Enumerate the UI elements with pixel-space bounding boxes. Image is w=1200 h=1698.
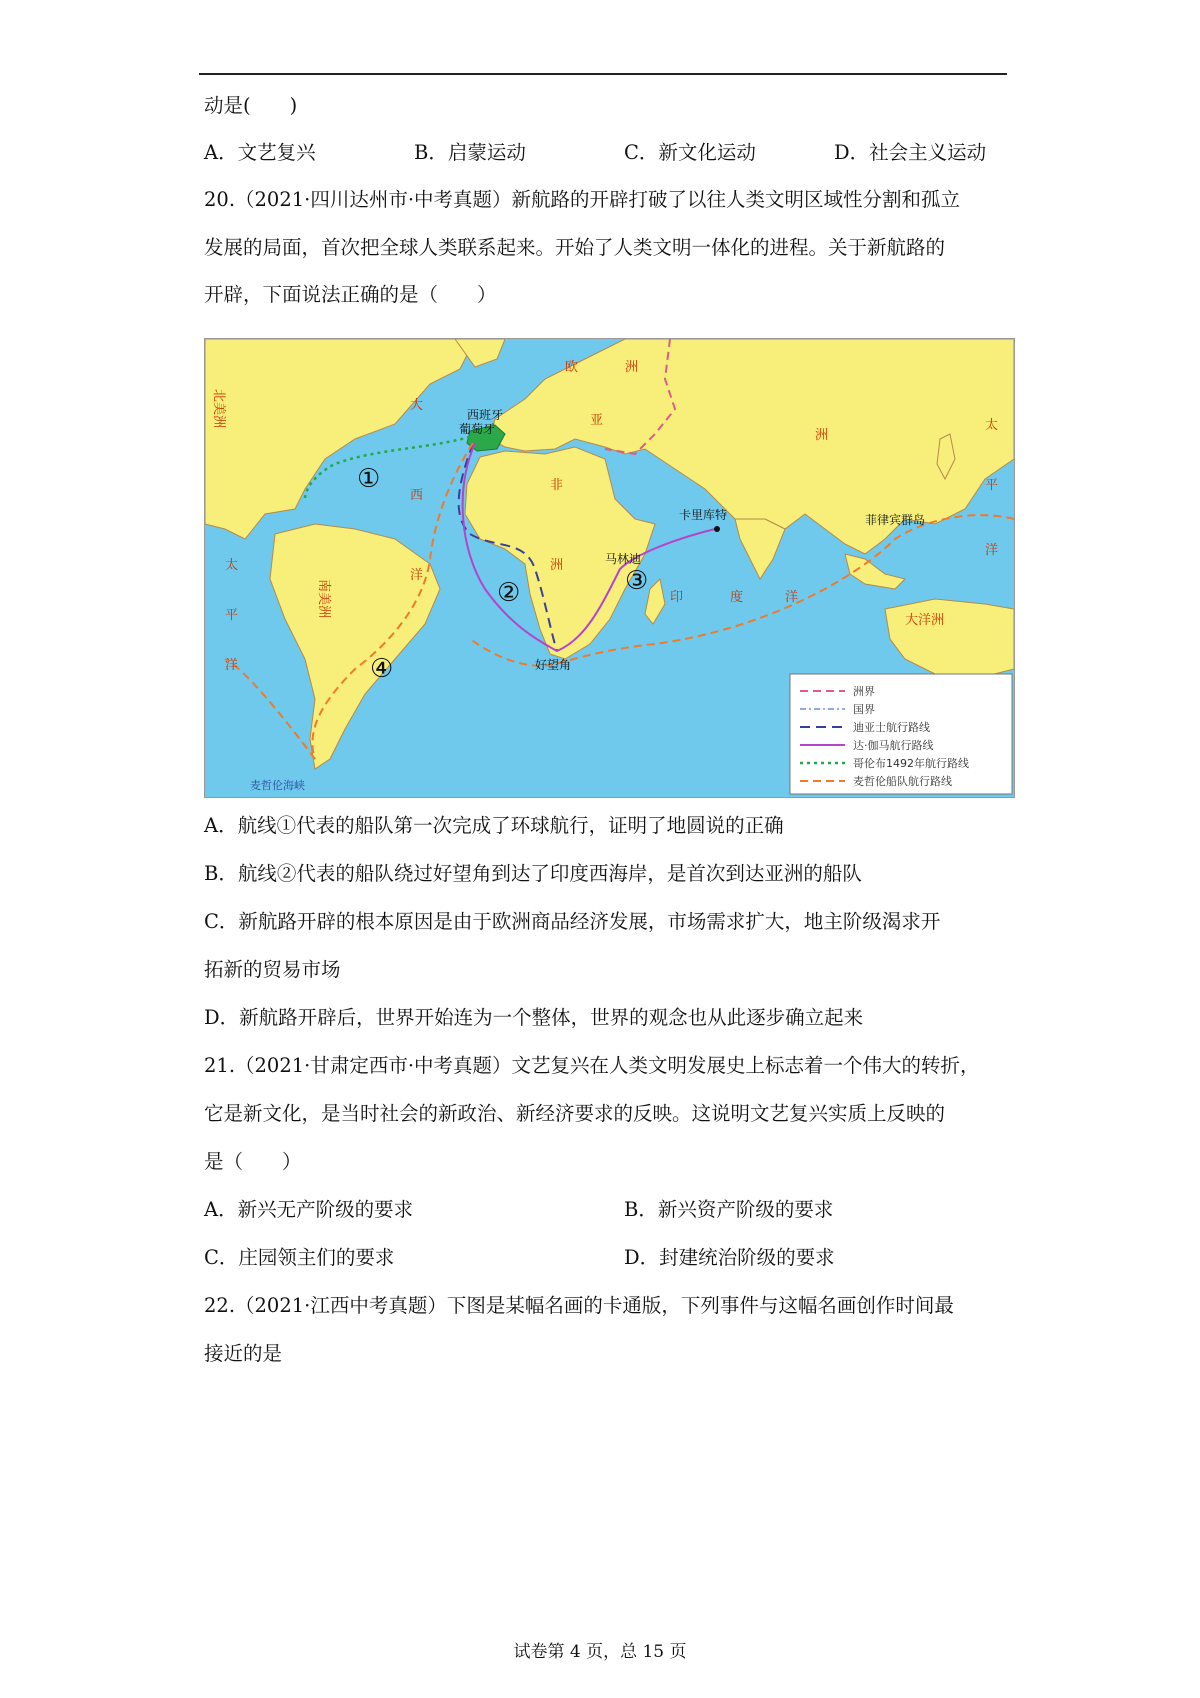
q21-option-d: D．封建统治阶级的要求 <box>624 1246 835 1269</box>
magellan-pacific-line <box>225 659 315 759</box>
route-number-2: ② <box>497 578 521 608</box>
label-atlantic-1: 大 <box>410 398 424 413</box>
q20-option-d: D．新航路开辟后，世界开始连为一个整体，世界的观念也从此逐步确立起来 <box>204 1006 864 1029</box>
q22-line-1: 22.（2021·江西中考真题）下图是某幅名画的卡通版，下列事件与这幅名画创作时间最 <box>204 1294 954 1317</box>
label-indian-2: 度 <box>730 590 744 605</box>
label-south-america: 南美洲 <box>316 579 331 619</box>
legend-columbus: 哥伦布1492年航行路线 <box>853 757 969 770</box>
route-number-4: ④ <box>370 654 394 684</box>
label-philippines: 菲律宾群岛 <box>865 513 926 527</box>
label-europe-1: 欧 <box>565 360 579 375</box>
label-africa-1: 非 <box>550 478 564 493</box>
label-indian-3: 洋 <box>785 590 799 605</box>
label-calicut: 卡里库特 <box>679 508 728 522</box>
q21-option-c: C．庄园领主们的要求 <box>204 1246 395 1269</box>
route-number-1: ① <box>357 464 381 494</box>
q21-line-2: 它是新文化，是当时社会的新政治、新经济要求的反映。这说明文艺复兴实质上反映的 <box>204 1102 946 1125</box>
india-land <box>735 519 785 579</box>
q21-option-b: B．新兴资产阶级的要求 <box>624 1198 834 1221</box>
north-america-land <box>205 339 475 539</box>
label-pacific-3: 洋 <box>225 658 239 673</box>
label-pacific-2: 平 <box>225 608 239 623</box>
page-footer: 试卷第 4 页，总 15 页 <box>513 1642 687 1662</box>
label-portugal: 葡萄牙 <box>459 422 496 436</box>
q20-line-2: 发展的局面，首次把全球人类联系起来。开始了人类文明一体化的进程。关于新航路的 <box>204 236 946 259</box>
label-asia-2: 洲 <box>815 428 829 443</box>
legend-country-border: 国界 <box>853 703 875 716</box>
q19-option-c: C．新文化运动 <box>624 141 756 164</box>
q21-line-3: 是（ ） <box>204 1150 302 1173</box>
label-cape: 好望角 <box>535 658 572 672</box>
q21-line-1: 21.（2021·甘肃定西市·中考真题）文艺复兴在人类文明发展史上标志着一个伟大的转折， <box>204 1054 980 1077</box>
label-pacific-w3: 洋 <box>985 543 999 558</box>
australia-land <box>885 599 1014 679</box>
q21-option-a: A．新兴无产阶级的要求 <box>204 1198 414 1221</box>
label-oceania: 大洋洲 <box>905 613 945 628</box>
route-number-3: ③ <box>625 566 649 596</box>
label-atlantic-3: 洋 <box>410 568 424 583</box>
legend-da-gama: 达·伽马航行路线 <box>853 739 934 752</box>
legend-dias: 迪亚士航行路线 <box>853 721 930 734</box>
label-north-america: 北美洲 <box>211 389 226 429</box>
label-atlantic-2: 西 <box>410 488 424 503</box>
q19-option-a: A．文艺复兴 <box>204 141 316 164</box>
new-sea-routes-map <box>204 338 1015 798</box>
label-europe-2: 洲 <box>625 360 639 375</box>
header-rule <box>199 73 1007 75</box>
label-pacific-w2: 平 <box>985 478 999 493</box>
label-asia-1: 亚 <box>590 413 604 428</box>
q19-option-d: D．社会主义运动 <box>834 141 987 164</box>
q20-option-c: C．新航路开辟的根本原因是由于欧洲商品经济发展，市场需求扩大，地主阶级渴求开 <box>204 910 941 933</box>
q20-line-3: 开辟，下面说法正确的是（ ） <box>204 283 497 306</box>
label-africa-2: 洲 <box>550 558 564 573</box>
q20-option-a: A．航线①代表的船队第一次完成了环球航行，证明了地圆说的正确 <box>204 814 784 837</box>
label-malindi: 马林迪 <box>605 552 642 566</box>
q20-option-c-cont: 拓新的贸易市场 <box>204 958 341 981</box>
label-indian-1: 印 <box>670 590 684 605</box>
label-pacific-1: 太 <box>225 558 239 573</box>
legend-continent-border: 洲界 <box>853 685 875 698</box>
q20-line-1: 20.（2021·四川达州市·中考真题）新航路的开辟打破了以往人类文明区域性分割和孤立 <box>204 188 961 211</box>
label-spain: 西班牙 <box>467 408 504 422</box>
q19-tail: 动是( ) <box>204 94 298 117</box>
label-pacific-w1: 太 <box>985 418 999 433</box>
q19-option-b: B．启蒙运动 <box>414 141 526 164</box>
q20-option-b: B．航线②代表的船队绕过好望角到达了印度西海岸，是首次到达亚洲的船队 <box>204 862 862 885</box>
label-magellan-strait: 麦哲伦海峡 <box>250 779 305 792</box>
map-legend <box>790 674 1012 794</box>
calicut-dot <box>714 526 720 532</box>
q22-line-2: 接近的是 <box>204 1342 283 1365</box>
legend-magellan: 麦哲伦船队航行路线 <box>853 775 952 788</box>
